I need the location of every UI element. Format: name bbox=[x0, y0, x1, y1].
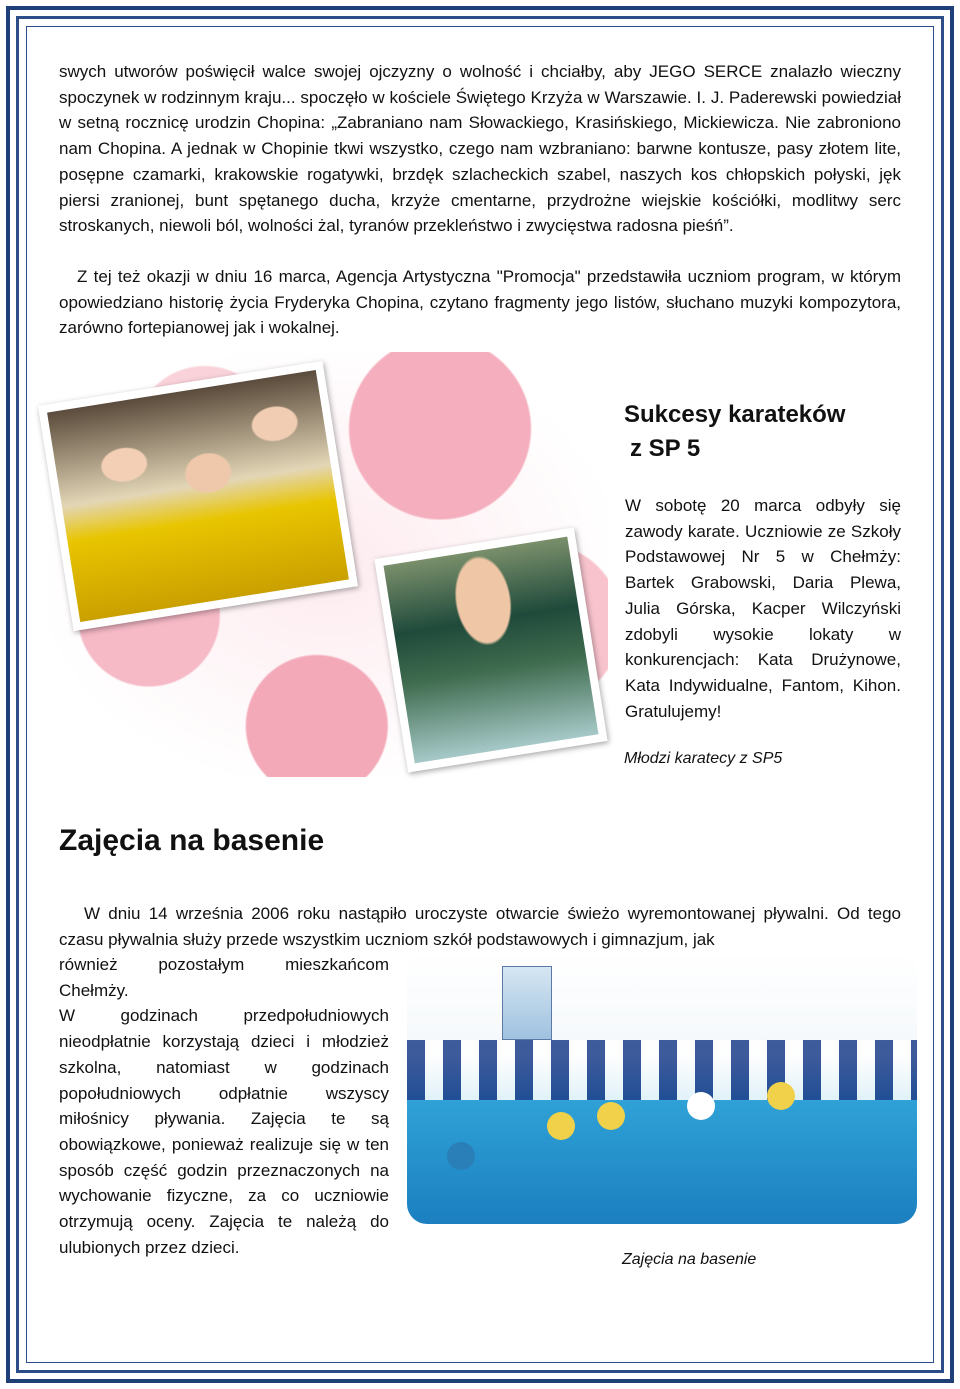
swimmer bbox=[767, 1082, 795, 1110]
karate-article-text: W sobotę 20 marca odbyły się zawody karate. Uczniowie ze Szkoły Podstawowej Nr 5 w Chełmży: Bartek Grabowski, Daria Plewa, Julia Górska, Kacper Wilczyński zdobyli wysokie lokaty w konkurencjach: Kata Drużynowe, Kata Indywidualne, Fantom, Kihon. Gratulujemy! bbox=[625, 496, 901, 721]
swimmer bbox=[597, 1102, 625, 1130]
pool-column-text-2: W godzinach przedpołudniowych nieodpłatnie korzystają dzieci i młodzież szkolna, natomiast w godzinach popołudniowych odpłatnie wszyscy miłośnicy pływania. Zajęcia te są obowiązkowe, ponieważ realizuje się w ten sposób część godzin przeznaczonych na wychowanie fizyczne, za co uczniowie otrzymują oceny. Zajęcia te należą do ulubionych przez dzieci. bbox=[59, 1006, 389, 1257]
karate-heading-line1: Sukcesy karateków bbox=[624, 401, 846, 428]
pool-wall-tiles bbox=[407, 1040, 917, 1100]
swimmer bbox=[547, 1112, 575, 1140]
pool-column-text bbox=[59, 952, 389, 1260]
pool-column-text-1: również pozostałym mieszkańcom Chełmży. bbox=[59, 955, 389, 1000]
promocja-paragraph: Z tej też okazji w dniu 16 marca, Agencja Artystyczna "Promocja" przedstawiła uczniom program, w którym opowiedziano historię życia Fryderyka Chopina, czytano fragmenty jego listów, słuchano muzyki kompozytora, zarówno fortepianowej jak i wokalnej. bbox=[59, 267, 901, 338]
pool-photo-caption: Zajęcia na basenie bbox=[622, 1251, 757, 1268]
karate-group-photo bbox=[38, 361, 358, 631]
chopin-paragraph: swych utworów poświęcił walce swojej ojczyzny o wolność i chciałby, aby JEGO SERCE znalazło wieczny spoczynek w rodzinnym kraju... spoczęło w kościele Świętego Krzyża w Warszawie. I. J. Paderewski powiedział w setną rocznicę urodzin Chopina: „Zabraniano nam Słowackiego, Krasińskiego, Mickiewicza. Nie zabroniono nam Chopina. A jednak w Chopinie tkwi wszystko, czego nam wzbraniano: barwne kontusze, pasy złotem lite, posępne czamarki, krakowskie rogatywki, brzdęk szlacheckich szabel, naszych kos chłopskich połyski, jęk piersi zranionej, bunt spętanego ducha, krzyże cmentarne, przydrożne wiejskie kościółki, modlitwy serc stroskanych, niewoli ból, wolności żal, tyranów przekleństwo i zwycięstwa radosna pieśń”. bbox=[59, 62, 901, 236]
karate-photo-collage bbox=[48, 352, 608, 777]
pool-intro-text: W dniu 14 września 2006 roku nastąpiło uroczyste otwarcie świeżo wyremontowanej pływalni. Od tego czasu pływalnia służy przede wszystkim uczniom szkół podstawowych i gimnazjum, jak bbox=[59, 904, 901, 949]
karate-photo-caption: Młodzi karatecy z SP5 bbox=[624, 750, 783, 767]
karate-heading-line2: z SP 5 bbox=[630, 435, 701, 462]
pool-wall-poster bbox=[502, 966, 552, 1040]
karate-heading bbox=[624, 398, 845, 466]
pool-heading: Zajęcia na basenie bbox=[59, 824, 325, 857]
swimmer bbox=[447, 1142, 475, 1170]
swimmer bbox=[687, 1092, 715, 1120]
swimming-pool-photo bbox=[407, 952, 917, 1224]
karate-boy-photo bbox=[374, 528, 607, 773]
